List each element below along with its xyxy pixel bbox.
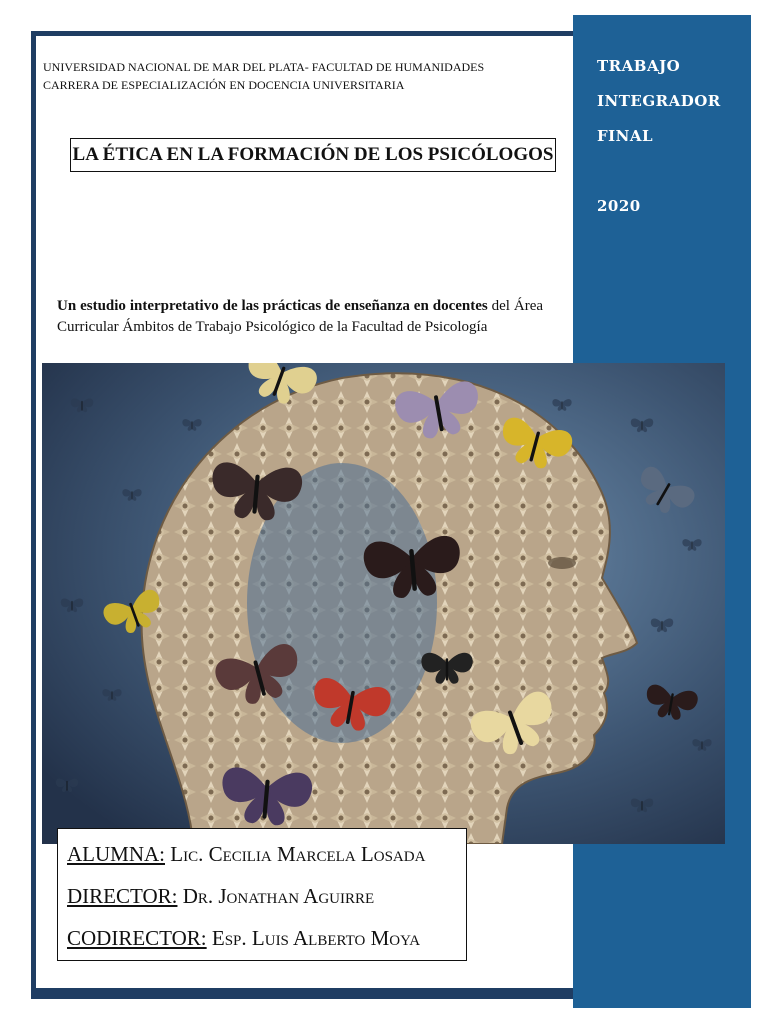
student-name: Lic. Cecilia Marcela Losada — [170, 842, 426, 866]
page-frame-bottom — [31, 988, 579, 994]
subtitle-bold: Un estudio interpretativo de las prácticas de enseñanza en docentes — [57, 298, 488, 314]
career-line: CARRERA DE ESPECIALIZACIÓN EN DOCENCIA UNIVERSITARIA — [43, 78, 405, 92]
director-name: Dr. Jonathan Aguirre — [182, 884, 375, 908]
subtitle-rest: del Área Curricular Ámbitos de Trabajo Psicológico de la Facultad de Psicología — [57, 298, 544, 335]
student-label: ALUMNA: — [67, 842, 165, 866]
sidebar-line-final: FINAL — [597, 127, 654, 145]
codirector-name: Esp. Luis Alberto Moya — [211, 926, 421, 950]
sidebar-line-integrador: INTEGRADOR — [597, 92, 721, 110]
credits-box — [57, 828, 467, 961]
institution-header — [43, 58, 484, 94]
sidebar-year: 2020 — [597, 197, 641, 215]
cover-image — [42, 363, 725, 844]
subtitle — [57, 296, 543, 338]
butterfly-head-illustration-icon — [42, 363, 725, 844]
codirector-label: CODIRECTOR: — [67, 926, 207, 950]
document-title: LA ÉTICA EN LA FORMACIÓN DE LOS PSICÓLOGOS — [70, 138, 556, 172]
sidebar-line-trabajo: TRABAJO — [597, 57, 681, 75]
student-row — [67, 833, 457, 875]
codirector-row — [67, 917, 457, 959]
university-line: UNIVERSIDAD NACIONAL DE MAR DEL PLATA- FACULTAD DE HUMANIDADES — [43, 60, 485, 74]
director-row — [67, 875, 457, 917]
director-label: DIRECTOR: — [67, 884, 178, 908]
